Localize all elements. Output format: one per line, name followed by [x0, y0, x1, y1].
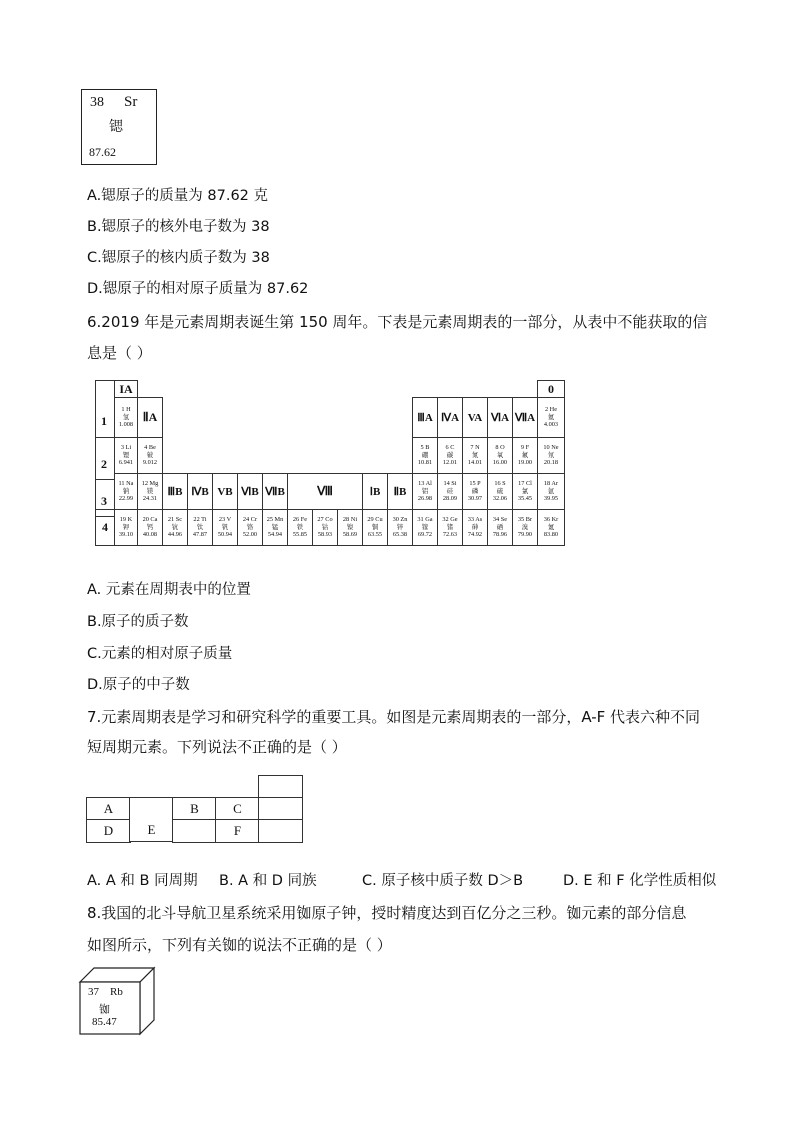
- element-sc: 21 Sc 钪 44.96: [163, 510, 188, 546]
- table-gap-low: [163, 438, 413, 474]
- element-p: 15 P 磷 30.97: [463, 474, 488, 510]
- q7-cell-d: D: [86, 819, 131, 843]
- q7-option-c: C. 原子核中质子数 D＞B: [362, 873, 524, 889]
- element-cr: 24 Cr 铬 52.00: [238, 510, 263, 546]
- strontium-element-card: [81, 89, 157, 165]
- element-mg: 12 Mg 镁 24.31: [138, 474, 163, 510]
- period-3-label: 3: [101, 494, 107, 508]
- period-1-label: 1: [101, 414, 107, 428]
- q6-option-d: D.原子的中子数: [87, 677, 190, 693]
- element-he: 2 He 氦 4.003: [538, 398, 565, 438]
- q7-cell-r2-3: [172, 819, 217, 843]
- q6-option-a: A. 元素在周期表中的位置: [87, 582, 251, 598]
- element-kr: 36 Kr 氪 83.80: [538, 510, 565, 546]
- group-iiib-label: ⅢB: [163, 474, 188, 510]
- q6-stem-line1: 6.2019 年是元素周期表诞生第 150 周年。下表是元素周期表的一部分，从表中不能获取的信: [87, 313, 708, 331]
- element-li: 3 Li 锂 6.941: [115, 438, 138, 474]
- element-ar: 18 Ar 氩 39.95: [538, 474, 565, 510]
- q7-cell-c: C: [215, 797, 260, 821]
- q7-option-b: B. A 和 D 同族: [219, 873, 317, 889]
- element-n: 7 N 氮 14.01: [463, 438, 488, 474]
- q6-option-b: B.原子的质子数: [87, 614, 189, 630]
- element-ti: 22 Ti 钛 47.87: [188, 510, 213, 546]
- period-divider-3: [95, 516, 114, 517]
- element-h: [115, 398, 138, 438]
- rb-name: 铷: [99, 1003, 110, 1016]
- element-ga: 31 Ga 镓 69.72: [413, 510, 438, 546]
- element-symbol: Sr: [124, 94, 138, 110]
- group-va-label: VA: [463, 398, 488, 438]
- element-mass: 87.62: [89, 145, 116, 159]
- element-zn: 30 Zn 锌 65.38: [388, 510, 413, 546]
- q5-option-a: A.锶原子的质量为 87.62 克: [87, 188, 269, 204]
- periodic-table: [95, 380, 565, 546]
- period-column-spacer: [96, 381, 115, 510]
- element-na: 11 Na 钠 22.99: [115, 474, 138, 510]
- q7-cell-e: E: [129, 819, 174, 842]
- element-number: 38: [90, 95, 104, 110]
- element-v: 23 V 钒 50.94: [213, 510, 238, 546]
- group-viii-label: Ⅷ: [288, 474, 363, 510]
- group-vib-label: ⅥB: [238, 474, 263, 510]
- group-vb-label: VB: [213, 474, 238, 510]
- element-b: 5 B 硼 10.81: [413, 438, 438, 474]
- q7-cell-b: B: [172, 797, 217, 821]
- h-name: 氢: [122, 413, 130, 421]
- rb-mass: 85.47: [92, 1016, 117, 1028]
- q7-stem-line2: 短周期元素。下列说法不正确的是（ ）: [87, 738, 347, 756]
- period-4-label: 4: [96, 510, 115, 546]
- element-as: 33 As 砷 74.92: [463, 510, 488, 546]
- group-iib-label: ⅡB: [388, 474, 413, 510]
- q6-stem-line2: 息是（ ）: [87, 344, 152, 362]
- element-se: 34 Se 硒 78.96: [488, 510, 513, 546]
- period-2-label: 2: [101, 457, 107, 471]
- q7-cell-r2-5: [258, 819, 303, 843]
- table-gap-mid: [163, 398, 413, 438]
- period-divider-2: [95, 479, 114, 480]
- element-be: 4 Be 铍 9.012: [138, 438, 163, 474]
- q5-option-d: D.锶原子的相对原子质量为 87.62: [87, 281, 309, 297]
- element-f: 9 F 氟 19.00: [513, 438, 538, 474]
- q7-cell-r1-2: [129, 797, 174, 821]
- q8-stem-line2: 如图所示，下列有关铷的说法不正确的是（ ）: [87, 936, 392, 954]
- q7-cell-f: F: [215, 819, 260, 843]
- group-iiia-label: ⅢA: [413, 398, 438, 438]
- element-s: 16 S 硫 32.06: [488, 474, 513, 510]
- group-viia-label: ⅦA: [513, 398, 538, 438]
- q7-option-a: A. A 和 B 同周期: [87, 873, 198, 889]
- table-gap-top: [138, 381, 538, 398]
- element-ca: 20 Ca 钙 40.08: [138, 510, 163, 546]
- period-divider-1: [95, 437, 114, 438]
- q6-option-c: C.元素的相对原子质量: [87, 646, 233, 662]
- cube-outline-icon: [78, 966, 158, 1038]
- q7-cell-r1-5: [258, 797, 303, 821]
- q7-stem-line1: 7.元素周期表是学习和研究科学的重要工具。如图是元素周期表的一部分，A-F 代表六种不同: [87, 708, 701, 726]
- group-ib-label: ⅠB: [363, 474, 388, 510]
- q7-option-d: D. E 和 F 化学性质相似: [563, 873, 717, 889]
- element-ge: 32 Ge 锗 72.63: [438, 510, 463, 546]
- h-number: 1 H: [121, 406, 131, 414]
- element-c: 6 C 碳 12.01: [438, 438, 463, 474]
- q7-cell-a: A: [86, 797, 131, 821]
- q5-option-b: B.锶原子的核外电子数为 38: [87, 219, 270, 235]
- group-iva-label: ⅣA: [438, 398, 463, 438]
- element-br: 35 Br 溴 79.90: [513, 510, 538, 546]
- group-ia-label: IA: [115, 381, 138, 398]
- element-k: 19 K 钾 39.10: [115, 510, 138, 546]
- group-viib-label: ⅦB: [263, 474, 288, 510]
- element-si: 14 Si 硅 28.09: [438, 474, 463, 510]
- element-al: 13 Al 铝 26.98: [413, 474, 438, 510]
- h-mass: 1.008: [118, 421, 134, 429]
- element-ne: 10 Ne 氖 20.18: [538, 438, 565, 474]
- group-zero-label: 0: [538, 381, 565, 398]
- element-o: 8 O 氧 16.00: [488, 438, 513, 474]
- group-via-label: ⅥA: [488, 398, 513, 438]
- rb-number: 37: [88, 986, 99, 998]
- rb-symbol: Rb: [110, 986, 123, 998]
- element-ni: 28 Ni 镍 58.69: [338, 510, 363, 546]
- group-iia-label: ⅡA: [138, 398, 163, 438]
- q7-cell-top: [258, 775, 303, 799]
- element-fe: 26 Fe 铁 55.85: [288, 510, 313, 546]
- element-cl: 17 Cl 氯 35.45: [513, 474, 538, 510]
- q5-option-c: C.锶原子的核内质子数为 38: [87, 250, 270, 266]
- q8-stem-line1: 8.我国的北斗导航卫星系统采用铷原子钟，授时精度达到百亿分之三秒。铷元素的部分信息: [87, 904, 687, 922]
- element-mn: 25 Mn 锰 54.94: [263, 510, 288, 546]
- group-ivb-label: ⅣB: [188, 474, 213, 510]
- element-cu: 29 Cu 铜 63.55: [363, 510, 388, 546]
- element-name: 锶: [109, 119, 123, 135]
- element-co: 27 Co 钴 58.93: [313, 510, 338, 546]
